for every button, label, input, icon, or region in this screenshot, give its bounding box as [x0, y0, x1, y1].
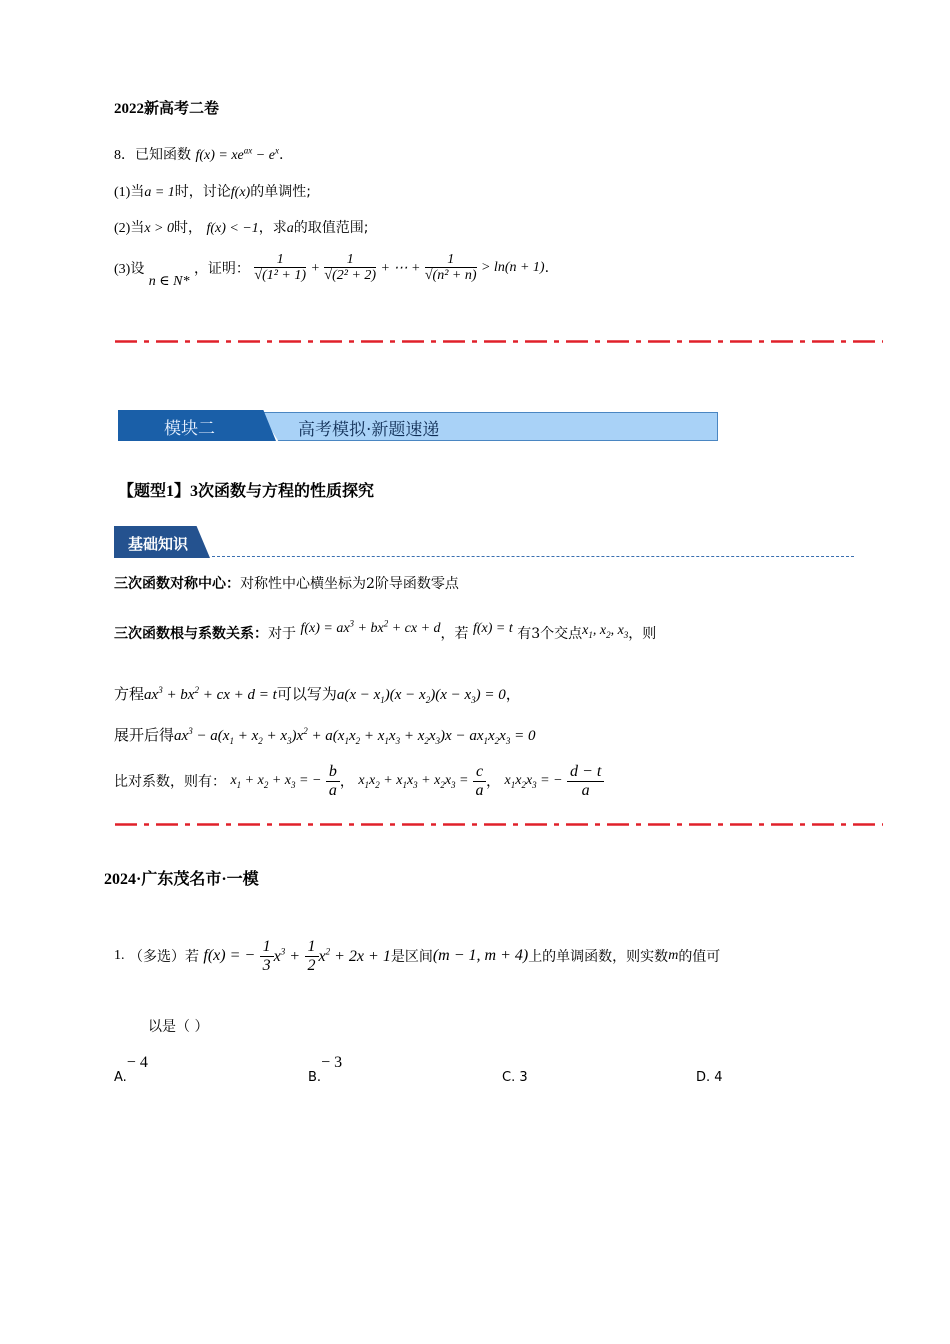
option-c-value: 3 [519, 1070, 528, 1085]
knowledge-line5 [114, 763, 604, 799]
q8-part3-mid: ，证明： [193, 260, 250, 277]
q1-frac-1-2: $\frac{1}{2}$ [305, 938, 319, 974]
q1-suffix: 上的单调函数，则实数 [528, 949, 669, 966]
separator-dashdot-2 [115, 823, 883, 826]
knowledge-line4 [114, 724, 535, 746]
q8-end: . [278, 147, 284, 163]
q8-part1-prefix: (1)当 [114, 185, 145, 200]
module-left-label: 模块二 [164, 419, 215, 439]
kb-line2-label: 三次函数根与系数关系： [114, 626, 268, 642]
q8-part2-suffix: ，求 [258, 220, 287, 236]
q1-tag: （多选）若 [128, 949, 199, 966]
kb-line2-mid: ，若 [440, 626, 469, 642]
kb-line2-pre: 对于 [268, 626, 296, 642]
kb-line2-func: $f(x) = ax^3 + bx^2$ + cx + d [300, 618, 441, 636]
q8-part1-suffix: 的单调性; [250, 184, 311, 200]
option-c-letter: C. [502, 1070, 516, 1085]
q1-line2: 以是（ ） [148, 1019, 209, 1035]
knowledge-line3 [114, 683, 521, 705]
q8-frac-2: $\frac{1}{\text{√(2² + 2)}}$ [324, 252, 377, 284]
q8-part2-var: a [286, 221, 294, 236]
kb-line2-end: ，则 [628, 626, 657, 642]
option-b-letter: B. [308, 1070, 322, 1085]
kb-line3-form: $a(x - x_1)(x - x_2)(x - x_3) = 0$ [336, 687, 506, 705]
module-right-label: 高考模拟·新题速递 [298, 420, 440, 440]
q1-var: m [668, 948, 679, 964]
q8-part2-ineq: f(x) < −1 [206, 221, 259, 236]
q8-part2-end: 的取值范围; [293, 220, 369, 236]
kb-sep-1: ， [339, 774, 354, 791]
q8-part3-set: n ∈ N* [148, 274, 190, 290]
q8-frac-1: $\frac{1}{\text{√(1² + 1)}}$ [254, 252, 307, 284]
knowledge-line2 [114, 618, 657, 644]
kb-line2-mid2: 有3个交点 [517, 626, 583, 642]
q8-part1-cond: a = 1 [144, 185, 175, 200]
kb-line5-b: $x_1x_2 + x_1x_3 + x_2x_3$ = [358, 772, 469, 790]
kb-sep-2: ， [486, 774, 501, 791]
q1-func: f(x) = − [203, 947, 256, 965]
knowledge-tab-label: 基础知识 [128, 535, 189, 553]
kb-line5-c: $x_1x_2x_3$ = − [504, 772, 563, 790]
kb-line3-pre: 方程 [114, 685, 145, 703]
q8-part2-prefix: (2)当 [114, 221, 145, 236]
option-d-letter: D. [696, 1070, 711, 1085]
q1-interval: (m − 1, m + 4) [432, 947, 529, 965]
option-b[interactable] [308, 1054, 343, 1086]
q8-intro: 已知函数 [135, 147, 191, 163]
q8-part1-fx: f(x) [230, 185, 251, 200]
option-d-value: 4 [714, 1070, 723, 1085]
module-banner [118, 410, 718, 441]
kb-frac-dt-over-a: $\frac{d - t}{a}$ [567, 763, 604, 799]
kb-line4-pre: 展开后得 [114, 726, 175, 744]
q1-suffix2: 的值可 [678, 949, 721, 966]
kb-frac-b-over-a: $\frac{b}{a}$ [326, 763, 340, 799]
kb-line2-eq: f(x) = t [473, 621, 513, 636]
option-d[interactable] [696, 1066, 723, 1085]
q8-part3: (3)设 n ∈ N* ，证明： $\frac{1}{\text{√(1² + 1)}}$ + $\frac{1}{\text{√(2² + 2)}}$ + ⋯ + $\frac{1}{\text{√(n² + n)}}$ > ln(n + 1). [114, 252, 550, 290]
q8-frac-n: $\frac{1}{\text{√(n² + n)}}$ [424, 252, 477, 284]
knowledge-divider [212, 556, 854, 557]
q8-part1 [114, 181, 311, 201]
kb-line5-pre: 比对系数，则有： [114, 774, 226, 791]
option-a[interactable] [114, 1054, 148, 1086]
q8-part2-cond: x > 0 [144, 221, 174, 236]
kb-line3-end: ， [505, 685, 521, 703]
type1-heading: 【题型1】3次函数与方程的性质探究 [118, 483, 375, 500]
option-c[interactable] [502, 1066, 528, 1085]
kb-line5-a: $x_1 + x_2 + x_3$ = − [230, 772, 322, 790]
q8-func: $f(x) = xe^{ax} - e^x$ [195, 145, 279, 163]
separator-dashdot [115, 340, 883, 343]
kb-line1-label: 三次函数对称中心： [114, 576, 240, 592]
kb-line3-eq: $ax^3 + bx^2$ + cx + d = t [144, 685, 277, 703]
q8-part2 [114, 217, 369, 237]
option-a-letter: A. [114, 1070, 127, 1085]
q8-part1-mid: 时，讨论 [174, 184, 231, 200]
kb-frac-c-over-a: $\frac{c}{a}$ [473, 763, 486, 799]
kb-line1-text: 对称性中心横坐标为2阶导函数零点 [240, 576, 459, 592]
q8-line1 [114, 144, 283, 164]
source-heading-2: 2024·广东茂名市·一模 [104, 871, 259, 888]
q8-part2-mid: 时， [174, 220, 202, 236]
q1-number: 1. [114, 948, 125, 964]
kb-line2-pts: $x_1$, $x_2$, $x_3$ [582, 623, 629, 640]
exam-heading: 2022新高考二卷 [114, 101, 220, 117]
q1-mid: 是区间 [390, 949, 433, 966]
q8-number: 8． [114, 148, 135, 163]
q1-frac-1-3: $\frac{1}{3}$ [260, 938, 274, 974]
knowledge-line1 [114, 573, 459, 593]
option-b-value: − 3 [321, 1054, 343, 1071]
q8-part3-ln: > ln(n + 1) [480, 259, 545, 275]
q1-line1: 1. （多选）若 f(x) = − $\frac{1}{3}$ $x^3$ + $\frac{1}{2}$ $x^2 + 2x + 1$是区间(m − 1, m + 4)上的单调函数，则实数m的值可 [114, 938, 721, 974]
q8-part3-end: . [544, 259, 550, 276]
kb-line4-expr: $ax^3 - a(x_1 + x_2 + x_3)x^2 + a(x_1x_2 + x_1x_3 + x_2x_3)x - ax_1x_2x_3 = 0$ [174, 726, 536, 746]
kb-line3-mid: 可以写为 [276, 685, 337, 703]
q8-part3-prefix: (3)设 [114, 261, 145, 277]
option-a-value: − 4 [126, 1054, 148, 1071]
